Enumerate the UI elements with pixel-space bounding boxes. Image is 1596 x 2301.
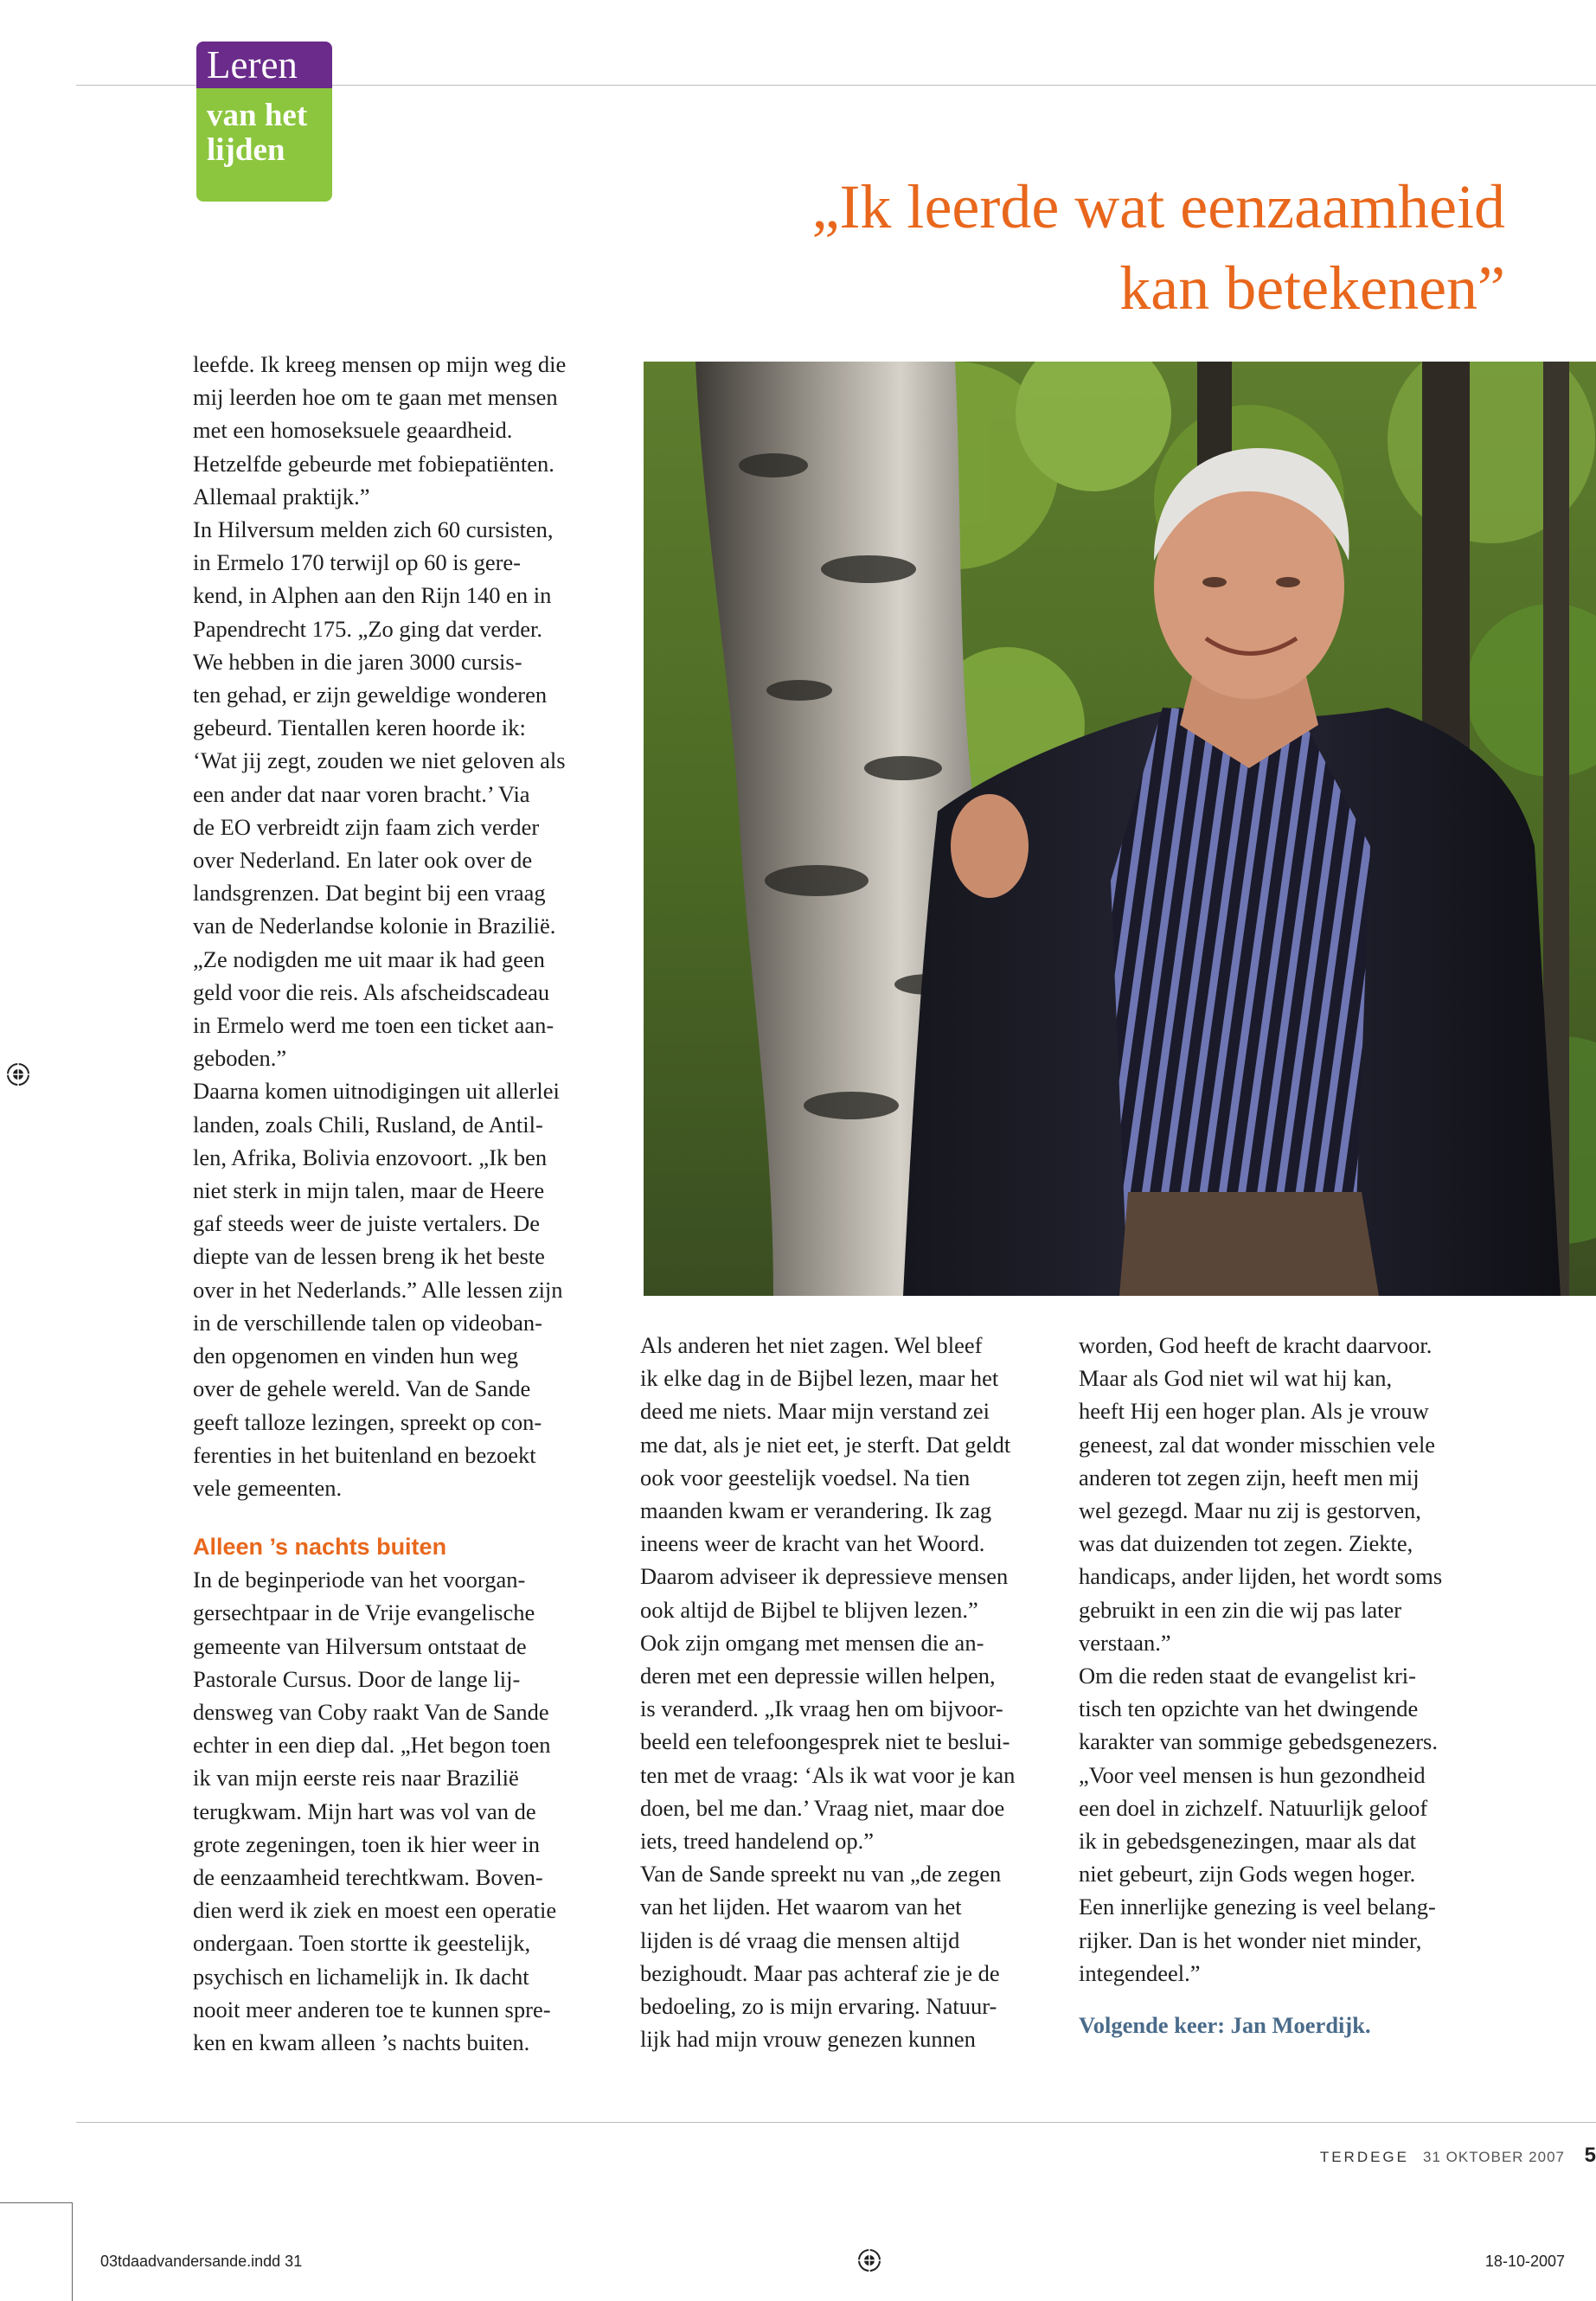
text-line: Van de Sande spreekt nu van „de zegen — [640, 1861, 1002, 1888]
section-tab-top-label: Leren — [207, 43, 298, 87]
text-line: den opgenomen en vinden hun weg — [193, 1343, 519, 1369]
section-tab-leren — [196, 42, 332, 88]
text-line: me dat, als je niet eet, je sterft. Dat geldt — [640, 1431, 1011, 1458]
text-line: In Hilversum melden zich 60 cursisten, — [193, 516, 554, 543]
text-line: diepte van de lessen breng ik het beste — [193, 1243, 545, 1270]
text-line: wel gezegd. Maar nu zij is gestorven, — [1079, 1497, 1421, 1524]
text-line: lijk had mijn vrouw genezen kunnen — [640, 2026, 976, 2053]
section-tab-line2: lijden — [207, 132, 285, 168]
text-line: ineens weer de kracht van het Woord. — [640, 1530, 985, 1557]
text-line: worden, God heeft de kracht daarvoor. — [1079, 1332, 1433, 1358]
text-line: over in het Nederlands.” Alle lessen zijn — [193, 1276, 563, 1303]
text-line: len, Afrika, Bolivia enzovoort. „Ik ben — [193, 1144, 548, 1170]
text-line: over de gehele wereld. Van de Sande — [193, 1375, 531, 1402]
text-line: een doel in zichzelf. Natuurlijk geloof — [1079, 1794, 1428, 1821]
text-line: ik elke dag in de Bijbel lezen, maar het — [640, 1365, 999, 1392]
text-line: verstaan.” — [1079, 1629, 1171, 1656]
article-column-1 — [193, 348, 625, 2059]
text-line: handicaps, ander lijden, het wordt soms — [1079, 1563, 1443, 1590]
subheading: Alleen ’s nachts buiten — [193, 1534, 447, 1561]
column1-paragraphs — [193, 348, 625, 1504]
text-line: Om die reden staat de evangelist kri- — [1079, 1663, 1416, 1689]
text-line: ik in gebedsgenezingen, maar als dat — [1079, 1828, 1416, 1855]
text-line: in Ermelo werd me toen een ticket aan- — [193, 1012, 554, 1039]
text-line: „Ze nodigden me uit maar ik had geen — [193, 945, 545, 972]
text-line: bezighoudt. Maar pas achteraf zie je de — [640, 1959, 1000, 1986]
text-line: geeft talloze lezingen, spreekt op con- — [193, 1408, 542, 1435]
text-line: van de Nederlandse kolonie in Brazilië. — [193, 913, 556, 939]
issue-date: 31 OKTOBER 2007 — [1423, 2149, 1565, 2165]
text-line: integendeel.” — [1079, 1959, 1201, 1986]
text-line: beeld een telefoongesprek niet te beslui- — [640, 1728, 1010, 1755]
text-line: „Voor veel mensen is hun gezondheid — [1079, 1761, 1426, 1788]
text-line: We hebben in die jaren 3000 cursis- — [193, 648, 522, 675]
text-line: in de verschillende talen op videoban- — [193, 1309, 542, 1336]
text-line: tisch ten opzichte van het dwingende — [1079, 1695, 1419, 1722]
text-line: vele gemeenten. — [193, 1474, 343, 1501]
text-line: gebeurd. Tientallen keren hoorde ik: — [193, 715, 526, 741]
text-line: ook altijd de Bijbel te blijven lezen.” — [640, 1596, 978, 1623]
text-line: is veranderd. „Ik vraag hen om bijvoor- — [640, 1695, 1003, 1722]
text-line: ondergaan. Toen stortte ik geestelijk, — [193, 1930, 531, 1957]
text-line: landen, zoals Chili, Rusland, de Antil- — [193, 1111, 543, 1138]
text-line: van het lijden. Het waarom van het — [640, 1894, 962, 1920]
text-line: ‘Wat jij zegt, zouden we niet geloven als — [193, 747, 566, 774]
text-line: gersechtpaar in de Vrije evangelische — [193, 1599, 535, 1626]
text-line: Papendrecht 175. „Zo ging dat verder. — [193, 615, 542, 642]
text-line: was dat duizenden tot zegen. Ziekte, — [1079, 1530, 1413, 1557]
text-line: ten gehad, er zijn geweldige wonderen — [193, 682, 548, 708]
text-line: geboden.” — [193, 1045, 287, 1072]
text-line: landsgrenzen. Dat begint bij een vraag — [193, 880, 546, 907]
text-line: gaf steeds weer de juiste vertalers. De — [193, 1210, 541, 1237]
text-line: de EO verbreidt zijn faam zich verder — [193, 813, 540, 840]
next-time-note: Volgende keer: Jan Moerdijk. — [1079, 2012, 1371, 2039]
text-line: ken en kwam alleen ’s nachts buiten. — [193, 2029, 530, 2055]
column1-paragraphs-after — [193, 1563, 625, 2059]
text-line: Als anderen het niet zagen. Wel bleef — [640, 1332, 983, 1358]
text-line: Daarna komen uitnodigingen uit allerlei — [193, 1078, 560, 1105]
text-line: over Nederland. En later ook over de — [193, 847, 533, 874]
registration-mark-icon — [856, 2247, 882, 2273]
text-line: gebruikt in een zin die wij pas later — [1079, 1596, 1402, 1623]
text-line: dien werd ik ziek en moest een operatie — [193, 1897, 557, 1924]
text-line: heeft Hij een hoger plan. Als je vrouw — [1079, 1398, 1429, 1425]
text-line: Pastorale Cursus. Door de lange lij- — [193, 1665, 521, 1692]
text-line: niet gebeurt, zijn Gods wegen hoger. — [1079, 1861, 1416, 1888]
text-line: kend, in Alphen aan den Rijn 140 en in — [193, 582, 552, 609]
text-line: met een homoseksuele geaardheid. — [193, 417, 513, 444]
text-line: deren met een depressie willen helpen, — [640, 1663, 996, 1689]
column2-paragraphs — [640, 1329, 1073, 2055]
registration-mark-icon — [5, 1061, 31, 1087]
portrait-photo — [644, 362, 1596, 1296]
text-line: ferenties in het buitenland en bezoekt — [193, 1441, 536, 1468]
text-line: karakter van sommige gebedsgenezers. — [1079, 1728, 1438, 1755]
text-line: Ook zijn omgang met mensen die an- — [640, 1629, 984, 1656]
crop-mark — [0, 2202, 72, 2203]
text-line: mij leerden hoe om te gaan met mensen — [193, 384, 558, 411]
text-line: ten met de vraag: ‘Als ik wat voor je kan — [640, 1761, 1016, 1788]
text-line: Daarom adviseer ik depressieve mensen — [640, 1563, 1009, 1590]
text-line: in Ermelo 170 terwijl op 60 is gere- — [193, 549, 522, 576]
slug-date: 18-10-2007 — [1484, 2253, 1565, 2270]
text-line: echter in een diep dal. „Het begon toen — [193, 1732, 551, 1759]
text-line: densweg van Coby raakt Van de Sande — [193, 1698, 549, 1725]
headline-line1: „Ik leerde wat eenzaamheid — [811, 172, 1505, 241]
section-tab-line1: van het — [207, 98, 308, 133]
text-line: ook voor geestelijk voedsel. Na tien — [640, 1464, 971, 1490]
text-line: maanden kwam er verandering. Ik zag — [640, 1497, 992, 1524]
text-line: nooit meer anderen toe te kunnen spre- — [193, 1996, 551, 2022]
text-line: Allemaal praktijk.” — [193, 483, 370, 510]
text-line: deed me niets. Maar mijn verstand zei — [640, 1398, 990, 1425]
article-column-2 — [640, 1329, 1073, 2055]
section-tab-van-het-lijden — [196, 88, 332, 202]
publication-name: TERDEGE — [1319, 2149, 1409, 2165]
text-line: grote zegeningen, toen ik hier weer in — [193, 1830, 541, 1857]
text-line: een ander dat naar voren bracht.’ Via — [193, 780, 530, 807]
page-number: 5 — [1584, 2144, 1596, 2167]
text-line: geneest, zal dat wonder misschien vele — [1079, 1431, 1436, 1458]
text-line: terugkwam. Mijn hart was vol van de — [193, 1798, 536, 1824]
headline-line2: kan betekenen” — [1119, 253, 1505, 323]
column3-paragraphs — [1079, 1329, 1529, 1990]
text-line: iets, treed handelend op.” — [640, 1828, 875, 1855]
text-line: ik van mijn eerste reis naar Brazilië — [193, 1765, 519, 1791]
article-headline — [640, 166, 1505, 329]
text-line: Hetzelfde gebeurde met fobiepatiënten. — [193, 450, 554, 477]
text-line: lijden is dé vraag die mensen altijd — [640, 1926, 960, 1953]
text-line: gemeente van Hilversum ontstaat de — [193, 1632, 527, 1659]
article-column-3 — [1079, 1329, 1529, 2041]
text-line: psychisch en lichamelijk in. Ik dacht — [193, 1963, 529, 1990]
slug-filename: 03tdaadvandersande.indd 31 — [100, 2253, 303, 2270]
text-line: rijker. Dan is het wonder niet minder, — [1079, 1926, 1422, 1953]
footer-rule — [76, 2122, 1596, 2123]
text-line: doen, bel me dan.’ Vraag niet, maar doe — [640, 1794, 1005, 1821]
text-line: leefde. Ik kreeg mensen op mijn weg die — [193, 351, 567, 377]
crop-mark — [72, 2202, 73, 2301]
text-line: anderen tot zegen zijn, heeft men mij — [1079, 1464, 1420, 1490]
footer-credit — [1320, 2149, 1565, 2166]
text-line: Een innerlijke genezing is veel belang- — [1079, 1894, 1436, 1920]
text-line: de eenzaamheid terechtkwam. Boven- — [193, 1863, 543, 1890]
photo-illustration — [644, 362, 1596, 1296]
text-line: In de beginperiode van het voorgan- — [193, 1567, 526, 1593]
text-line: geld voor die reis. Als afscheidscadeau — [193, 978, 550, 1005]
text-line: niet sterk in mijn talen, maar de Heere — [193, 1177, 545, 1204]
text-line: bedoeling, zo is mijn ervaring. Natuur- — [640, 1993, 997, 2020]
text-line: Maar als God niet wil wat hij kan, — [1079, 1365, 1393, 1392]
